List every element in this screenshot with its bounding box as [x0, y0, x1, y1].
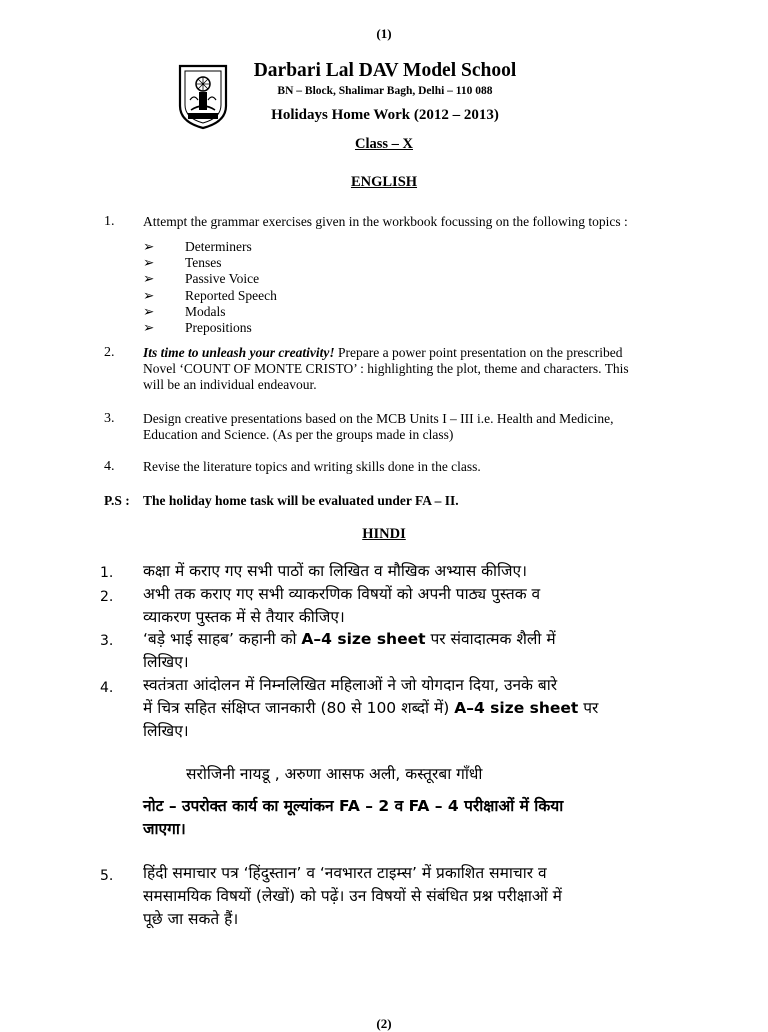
- topic-list-item: [143, 288, 277, 304]
- hindi-item-3-text: [143, 628, 668, 674]
- text-line: Education and Science. (As per the groups made in class): [143, 427, 454, 442]
- text-line: व्याकरण पुस्तक में से तैयार कीजिए।: [143, 608, 345, 626]
- text-line: अभी तक कराए गए सभी व्याकरणिक विषयों को अपनी पाठ्य पुस्तक व: [143, 585, 541, 603]
- arrow-bullet-icon: ➢: [143, 304, 155, 319]
- text-line: जाएगा।: [143, 820, 186, 838]
- english-item-4-number: 4.: [104, 459, 115, 474]
- arrow-bullet-icon: ➢: [143, 271, 155, 286]
- topic-label: Determiners: [185, 239, 252, 254]
- topic-list-item: [143, 304, 226, 320]
- english-item-2-number: 2.: [104, 345, 115, 360]
- english-item-2-text: [143, 345, 668, 393]
- text-span: पर संवादात्मक शैली में: [425, 630, 556, 648]
- ps-text: The holiday home task will be evaluated under FA – II.: [143, 493, 459, 508]
- arrow-bullet-icon: ➢: [143, 288, 155, 303]
- hindi-item-4-number: 4.: [100, 680, 114, 696]
- hindi-item-1-number: 1.: [100, 565, 114, 581]
- text-line: Design creative presentations based on the MCB Units I – III i.e. Health and Medicine,: [143, 411, 614, 426]
- arrow-bullet-icon: ➢: [143, 255, 155, 270]
- text-span: में चित्र सहित संक्षिप्त जानकारी (80 से 100 शब्दों में): [143, 699, 455, 717]
- topic-label: Reported Speech: [185, 288, 277, 303]
- hindi-item-2-number: 2.: [100, 589, 114, 605]
- hindi-heading: HINDI: [362, 526, 406, 542]
- topic-label: Passive Voice: [185, 271, 260, 286]
- topic-list-item: [143, 239, 252, 255]
- text-line: पूछे जा सकते हैं।: [143, 910, 239, 928]
- page-subtitle: Holidays Home Work (2012 – 2013): [271, 107, 499, 123]
- text-line: will be an individual endeavour.: [143, 377, 317, 392]
- text-line: लिखिए।: [143, 722, 189, 740]
- hindi-note: [143, 795, 668, 841]
- topic-label: Modals: [185, 304, 226, 319]
- hindi-item-4-text: [143, 674, 668, 743]
- arrow-bullet-icon: ➢: [143, 320, 155, 335]
- topic-list-item: [143, 255, 222, 271]
- hindi-item-2-text: [143, 583, 668, 629]
- sheet-size-emphasis: A–4 size sheet: [454, 699, 579, 717]
- english-item-4-text: Revise the literature topics and writing skills done in the class.: [143, 459, 481, 474]
- text-span: पर: [578, 699, 599, 717]
- class-label: Class – X: [354, 136, 413, 152]
- topic-label: Prepositions: [185, 320, 252, 335]
- hindi-item-3-number: 3.: [100, 633, 114, 649]
- text-line: स्वतंत्रता आंदोलन में निम्नलिखित महिलाओं ने जो योगदान दिया, उनके बारे: [143, 676, 558, 694]
- text-line: लिखिए।: [143, 653, 189, 671]
- ps-label: P.S :: [104, 493, 130, 508]
- english-heading: ENGLISH: [350, 174, 418, 190]
- topic-list-item: [143, 271, 259, 287]
- creativity-emphasis: Its time to unleash your creativity!: [143, 345, 335, 360]
- school-name: Darbari Lal DAV Model School: [253, 60, 517, 81]
- text-line: नोट – उपरोक्त कार्य का मूल्यांकन FA – 2 व FA – 4 परीक्षाओं में किया: [143, 797, 564, 815]
- hindi-item-1-text: कक्षा में कराए गए सभी पाठों का लिखित व मौखिक अभ्यास कीजिए।: [143, 562, 527, 580]
- women-names: सरोजिनी नायडू , अरुणा आसफ अली, कस्तूरबा गाँधी: [186, 765, 483, 783]
- sheet-size-emphasis: A–4 size sheet: [301, 630, 426, 648]
- text-line: Novel ‘COUNT OF MONTE CRISTO’ : highlighting the plot, theme and characters. This: [143, 361, 629, 376]
- page-number: (1): [376, 26, 392, 41]
- text-span: ‘बड़े भाई साहब’ कहानी को: [143, 630, 302, 648]
- next-page-number: (2): [376, 1016, 392, 1031]
- english-item-3-number: 3.: [104, 411, 115, 426]
- school-emblem-icon: [176, 62, 230, 130]
- text-line: हिंदी समाचार पत्र ‘हिंदुस्तान’ व ‘नवभारत टाइम्स’ में प्रकाशित समाचार व: [143, 864, 547, 882]
- arrow-bullet-icon: ➢: [143, 239, 155, 254]
- english-item-1-number: 1.: [104, 214, 115, 229]
- school-address: BN – Block, Shalimar Bagh, Delhi – 110 088: [277, 85, 493, 97]
- english-item-3-text: [143, 411, 668, 443]
- text-span: Prepare a power point presentation on the prescribed: [334, 345, 623, 360]
- hindi-item-5-number: 5.: [100, 868, 114, 884]
- english-item-1-text: Attempt the grammar exercises given in the workbook focussing on the following topics :: [143, 214, 628, 229]
- text-line: समसामयिक विषयों (लेखों) को पढ़ें। उन विषयों से संबंधित प्रश्न परीक्षाओं में: [143, 887, 562, 905]
- hindi-item-5-text: [143, 862, 668, 931]
- topic-list-item: [143, 320, 252, 336]
- topic-label: Tenses: [185, 255, 222, 270]
